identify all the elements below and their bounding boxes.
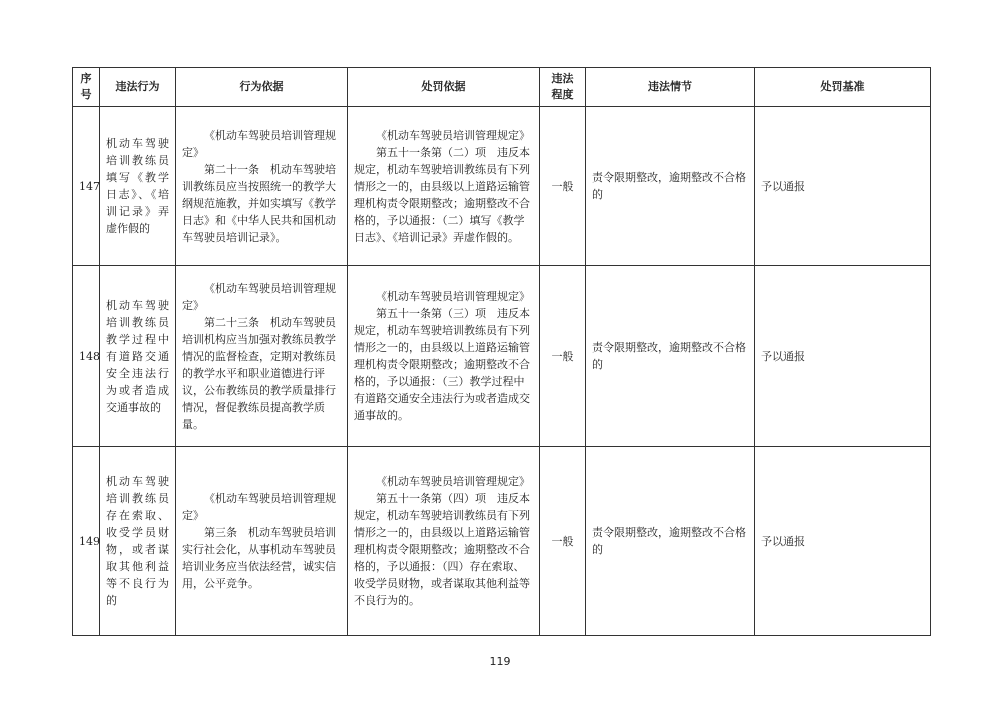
degree-cell: 一般 — [540, 447, 586, 636]
penalty-title: 《机动车驾驶员培训管理规定》 — [376, 128, 530, 142]
penalty-title: 《机动车驾驶员培训管理规定》 — [376, 475, 530, 488]
basis-text: 第二十一条 机动车驾驶培训教练员应当按照统一的教学大纲规范施教，并如实填写《教学日志》和《中华人民共和国机动车驾驶员培训记录》。 — [182, 162, 336, 244]
basis-text: 第二十三条 机动车驾驶员培训机构应当加强对教练员教学情况的监督检查，定期对教练员的教学水平和职业道德进行评议，公布教练员的教学质量排行情况，督促教练员提高教学质量。 — [182, 315, 336, 431]
table-row — [73, 266, 931, 447]
violation-cell: 机动车驾驶培训教练员填写《教学日志》、《培训记录》弄虚作假的 — [100, 107, 176, 266]
basis-title: 《机动车驾驶员培训管理规定》 — [182, 128, 336, 159]
penalty-standards-table — [72, 67, 931, 636]
circumstance-cell: 责令限期整改，逾期整改不合格的 — [586, 107, 755, 266]
header-standard: 处罚基准 — [755, 68, 931, 107]
header-penalty-basis: 处罚依据 — [348, 68, 540, 107]
table-row — [73, 447, 931, 636]
row-number: 148 — [73, 266, 100, 447]
header-serial-number: 序 号 — [73, 68, 100, 107]
circumstance-cell: 责令限期整改，逾期整改不合格的 — [586, 266, 755, 447]
violation-cell: 机动车驾驶培训教练员教学过程中有道路交通安全违法行为或者造成交通事故的 — [100, 266, 176, 447]
header-degree: 违法 程度 — [540, 68, 586, 107]
penalty-text: 第五十一条第（二）项 违反本规定，机动车驾驶培训教练员有下列情形之一的，由县级以上道路运输管理机构责令限期整改；逾期整改不合格的，予以通报：（二）填写《教学日志》、《培训记录》弄虚作假的。 — [354, 145, 530, 244]
table-row — [73, 107, 931, 266]
basis-cell — [176, 266, 348, 447]
row-number: 149 — [73, 447, 100, 636]
standard-cell: 予以通报 — [755, 447, 931, 636]
header-circumstance: 违法情节 — [586, 68, 755, 107]
penalty-cell — [348, 266, 540, 447]
circumstance-cell: 责令限期整改，逾期整改不合格的 — [586, 447, 755, 636]
basis-cell — [176, 447, 348, 636]
penalty-title: 《机动车驾驶员培训管理规定》 — [376, 290, 530, 303]
degree-cell: 一般 — [540, 266, 586, 447]
standard-cell: 予以通报 — [755, 266, 931, 447]
basis-text: 第三条 机动车驾驶员培训实行社会化，从事机动车驾驶员培训业务应当依法经营，诚实信用，公平竞争。 — [182, 526, 336, 590]
header-row — [73, 68, 931, 107]
header-basis: 行为依据 — [176, 68, 348, 107]
page-number: 119 — [489, 655, 511, 668]
penalty-cell — [348, 447, 540, 636]
degree-cell: 一般 — [540, 107, 586, 266]
basis-cell — [176, 107, 348, 266]
standard-cell: 予以通报 — [755, 107, 931, 266]
penalty-text: 第五十一条第（四）项 违反本规定，机动车驾驶培训教练员有下列情形之一的，由县级以上道路运输管理机构责令限期整改；逾期整改不合格的，予以通报：（四）存在索取、收受学员财物，或者谋取其他利益等不良行为的。 — [354, 492, 530, 607]
violation-cell: 机动车驾驶培训教练员存在索取、收受学员财物，或者谋取其他利益等不良行为的 — [100, 447, 176, 636]
penalty-text: 第五十一条第（三）项 违反本规定，机动车驾驶培训教练员有下列情形之一的，由县级以上道路运输管理机构责令限期整改；逾期整改不合格的，予以通报：（三）教学过程中有道路交通安全违法行为或者造成交通事故的。 — [354, 307, 530, 422]
basis-title: 《机动车驾驶员培训管理规定》 — [182, 281, 336, 312]
header-violation: 违法行为 — [100, 68, 176, 107]
penalty-cell — [348, 107, 540, 266]
row-number: 147 — [73, 107, 100, 266]
basis-title: 《机动车驾驶员培训管理规定》 — [182, 492, 336, 522]
